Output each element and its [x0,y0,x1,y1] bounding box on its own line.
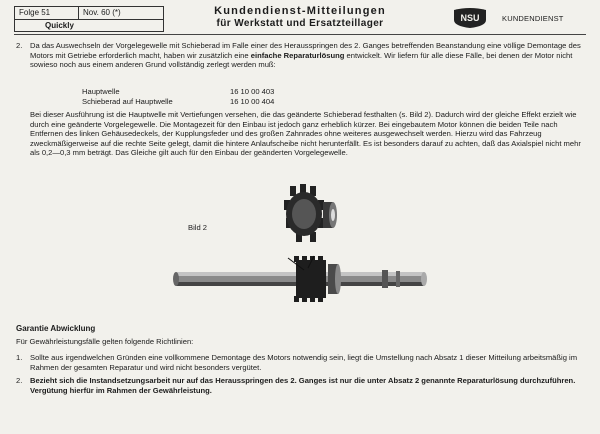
intro-text-bold: einfache Reparaturlösung [250,50,345,60]
model-name: Quickly [45,21,74,30]
parts-row [82,87,382,97]
item-text: Sollte aus irgendwelchen Gründen eine vollkommene Demontage des Motors notwendig sein, liegt die Umstellung nach Absatz 1 dieser Mitteilung arbeitsmäßig im Rahmen der gesamten Reparatur und wird nicht besonders vergütet. [30,353,578,372]
part-name: Hauptwelle [82,87,120,96]
parts-list [82,87,382,106]
issue-number: Folge 51 [15,7,79,19]
item-number: 2. [16,376,23,385]
section-number: 2. [16,41,23,50]
main-shaft-drawing [173,256,427,302]
guarantee-intro: Für Gewährleistungsfälle gelten folgende Richtlinien: [16,337,194,346]
item-text: Bezieht sich die Instandsetzungsarbeit nur auf das Herausspringen des 2. Ganges ist nur die unter Absatz 2 genannte Reparaturlösung durchzuführen. Vergütung hierfür im Rahmen der Gewährleistung. [30,376,576,395]
header-divider [14,34,586,35]
figure-label: Bild 2 [188,223,207,232]
sliding-gear-drawing [284,184,337,242]
part-number: 16 10 00 403 [230,87,275,96]
section-2-body: Bei dieser Ausführung ist die Hauptwelle mit Vertiefungen versehen, die das geänderte Schieberad festhalten (s. Bild 2). Dadurch wird der gleiche Effekt erzielt wie durch eine geänderte Vorgelegewelle. Die Montagezeit für den Einbau ist jedoch ganz erheblich kürzer. Bei eingebautem Motor können die beiden Teile nach Entfernen des linken Gehäusedeckels, der Kupplungsfeder und des großen Zahnrades ohne weiteres ausgewechselt werden. Hierzu wird das Fahrzeug zweckmäßigerweise auf die rechte Seite gelegt, damit die hintere Anlaufscheibe nicht herunterfällt. Es ist besonders darauf zu achten, daß das Axialspiel nicht mehr als 0,2—0,3 mm beträgt. Das Gleiche gilt auch für den Einbau der geänderten Vorgelegewelle. [30,110,581,158]
logo-text: NSU [460,13,480,23]
title-line-2: für Werkstatt und Ersatzteillager [216,18,384,29]
nsu-logo [452,7,488,29]
shaft-and-gear-illustration [168,178,438,320]
guarantee-item-1 [16,353,580,372]
section-2-intro [16,41,582,70]
part-name: Schieberad auf Hauptwelle [82,96,173,106]
part-number: 16 10 00 404 [230,96,275,106]
issue-info-box [14,6,164,32]
intro-text-b: entwickelt. Wir liefern für alle diese Fälle, bei denen der Motor nicht sowieso noch aus einem anderen Grund vollständig zerlegt werden muß: [30,50,573,70]
document-title [178,5,422,29]
guarantee-item-2 [16,376,580,395]
intro-text-a: Da das Auswechseln der Vorgelegewelle mit Schieberad im Falle einer des Herausspringen des 2. Ganges betreffenden Beanstandung eine völlige Demontage des Motors mit Getriebe erforderlich macht, haben wir zusätzlich eine [30,41,581,60]
parts-row [82,97,382,107]
kundendienst-label: KUNDENDIENST [502,14,564,23]
guarantee-heading: Garantie Abwicklung [16,324,96,333]
issue-date: Nov. 60 (*) [83,8,121,17]
item-number: 1. [16,353,23,362]
title-line-1: Kundendienst-Mitteilungen [214,5,386,17]
